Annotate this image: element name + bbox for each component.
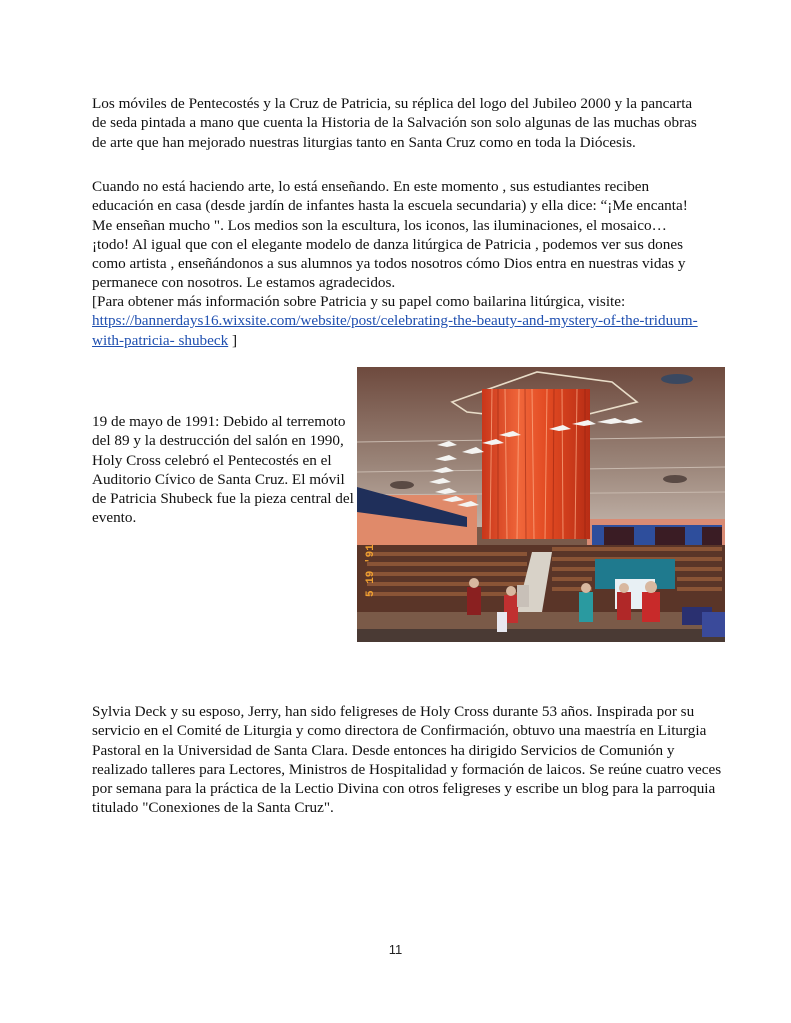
paragraph-moviles: Los móviles de Pentecostés y la Cruz de Patricia, su réplica del logo del Jubileo 2000 y la pancarta de seda pintada a mano que cuenta la Historia de la Salvación son solo algunas de las muchas obras de arte que han mejorado nuestras liturgias tanto en Santa Cruz como en toda la Diócesis. bbox=[92, 95, 697, 151]
page-number: 11 bbox=[388, 942, 403, 957]
photo-caption: 19 de mayo de 1991: Debido al terremoto del 89 y la destrucción del salón en 1990, Holy Cross celebró el Pentecostés en el Auditorio Cívico de Santa Cruz. El móvil de Patricia Shubeck fue la pieza central del evento. bbox=[92, 413, 354, 527]
more-info-prefix: [Para obtener más información sobre Patricia y su papel como bailarina litúrgica, visite: bbox=[92, 293, 626, 310]
paragraph-sylvia-deck: Sylvia Deck y su esposo, Jerry, han sido feligreses de Holy Cross durante 53 años. Inspirada por su servicio en el Comité de Liturgia y como directora de Confirmación, obtuvo una maestría en Liturgia Pastoral en la Universidad de Santa Clara. Desde entonces ha dirigido Servicios de Comunión y realizado talleres para Lectores, Ministros de Hospitalidad y formación de laicos. Se reúne cuatro veces por semana para la práctica de la Lectio Divina con otros feligreses y escribe un blog para la parroquia titulado "Conexiones de la Santa Cruz". bbox=[92, 703, 722, 817]
pentecost-mobile-photo bbox=[357, 367, 725, 642]
paragraph-more-info bbox=[92, 292, 704, 350]
photo-date-stamp: 5 19 '91 bbox=[365, 544, 377, 597]
paragraph-ensenando: Cuando no está haciendo arte, lo está enseñando. En este momento , sus estudiantes reciben educación en casa (desde jardín de infantes hasta la escuela secundaria) y ella dice: “¡Me encanta! Me enseñan mucho ". Los medios son la escultura, los iconos, las iluminaciones, el mosaico… ¡todo! Al igual que con el elegante modelo de danza litúrgica de Patricia , podemos ver sus dones como artista , enseñándonos a sus alumnos ya todos nosotros cómo Dios entra en nuestras vidas y permanece con nosotros. Le estamos agradecidos. bbox=[92, 178, 688, 292]
bannerdays-link[interactable]: https://bannerdays16.wixsite.com/website/post/celebrating-the-beauty-and-mystery-of-the-triduum-with-patricia- shubeck bbox=[92, 312, 698, 349]
more-info-suffix: ] bbox=[228, 331, 238, 349]
